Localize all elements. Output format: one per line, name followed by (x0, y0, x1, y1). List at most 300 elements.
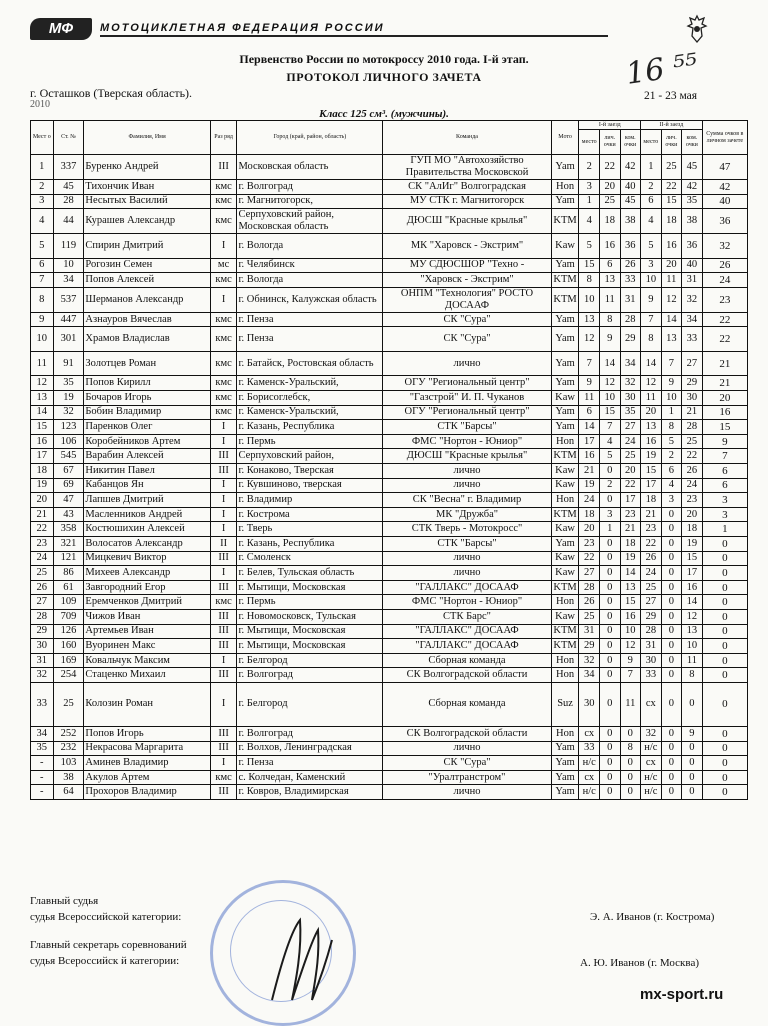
row-r2-team: 19 (682, 537, 703, 552)
row-name: Попов Кирилл (84, 376, 210, 391)
row-r1-team: 21 (620, 522, 641, 537)
row-r1-points: 0 (599, 595, 620, 610)
row-r1-place: н/с (579, 785, 600, 800)
row-r2-place: 25 (641, 580, 662, 595)
row-moto: Kaw (551, 566, 579, 581)
row-r2-team: 29 (682, 376, 703, 391)
row-rank: кмс (210, 327, 237, 352)
row-r2-place: 12 (641, 376, 662, 391)
row-name: Акулов Артем (84, 770, 210, 785)
row-r1-team: 17 (620, 493, 641, 508)
row-moto: KTM (551, 273, 579, 288)
row-place: - (31, 770, 54, 785)
row-rank: кмс (210, 180, 237, 195)
row-city: г. Пермь (237, 595, 383, 610)
row-r2-points: 7 (661, 351, 682, 376)
row-r1-points: 0 (599, 770, 620, 785)
row-r2-team: 24 (682, 478, 703, 493)
row-r2-team: 0 (682, 785, 703, 800)
row-team: лично (383, 785, 551, 800)
row-r1-place: 11 (579, 391, 600, 406)
row-place: 33 (31, 682, 54, 726)
row-r2-place: 14 (641, 351, 662, 376)
row-r2-team: 0 (682, 741, 703, 756)
row-number: 337 (53, 155, 84, 180)
row-r2-team: 16 (682, 580, 703, 595)
row-number: 106 (53, 434, 84, 449)
row-team: ОНПМ "Технология" РОСТО ДОСААФ (383, 287, 551, 312)
row-moto: KTM (551, 507, 579, 522)
row-r2-team: 27 (682, 351, 703, 376)
federation-name: МОТОЦИКЛЕТНАЯ ФЕДЕРАЦИЯ РОССИИ (100, 22, 385, 34)
row-total: 22 (702, 327, 747, 352)
table-row (31, 287, 748, 312)
row-rank: III (210, 464, 237, 479)
row-r2-team: 38 (682, 209, 703, 234)
table-row (31, 580, 748, 595)
row-rank: кмс (210, 273, 237, 288)
row-city: г. Кострома (237, 507, 383, 522)
row-rank: кмс (210, 376, 237, 391)
row-r1-team: 15 (620, 595, 641, 610)
row-name: Ковальчук Максим (84, 653, 210, 668)
row-r1-points: 0 (599, 464, 620, 479)
row-r1-place: 3 (579, 180, 600, 195)
row-team: ОГУ "Региональный центр" (383, 405, 551, 420)
row-total: 0 (702, 756, 747, 771)
row-r1-team: 35 (620, 405, 641, 420)
row-number: 64 (53, 785, 84, 800)
row-r2-points: 0 (661, 537, 682, 552)
row-r2-team: 31 (682, 273, 703, 288)
row-total: 0 (702, 785, 747, 800)
row-name: Паренков Олег (84, 420, 210, 435)
col-r1-place: место (579, 130, 600, 155)
row-team: СК "Сура" (383, 327, 551, 352)
row-name: Рогозин Семен (84, 258, 210, 273)
table-row (31, 209, 748, 234)
row-name: Чижов Иван (84, 609, 210, 624)
row-rank: I (210, 478, 237, 493)
row-place: 32 (31, 668, 54, 683)
row-team: "Газстрой" И. П. Чуканов (383, 391, 551, 406)
col-city: Город (край, район, область) (237, 121, 383, 155)
row-place: 4 (31, 209, 54, 234)
row-r1-place: 14 (579, 420, 600, 435)
row-name: Азнауров Вячеслав (84, 312, 210, 327)
row-r2-place: 7 (641, 312, 662, 327)
row-city: г. Волгоград (237, 726, 383, 741)
row-r2-team: 14 (682, 595, 703, 610)
row-name: Завгородний Егор (84, 580, 210, 595)
row-r1-points: 6 (599, 258, 620, 273)
row-r2-points: 10 (661, 391, 682, 406)
row-total: 0 (702, 741, 747, 756)
row-r1-team: 22 (620, 478, 641, 493)
row-place: 26 (31, 580, 54, 595)
row-city: г. Казань, Республика (237, 420, 383, 435)
row-rank: I (210, 682, 237, 726)
row-number: 232 (53, 741, 84, 756)
row-r2-team: 35 (682, 194, 703, 209)
row-r2-points: 25 (661, 155, 682, 180)
row-city: г. Конаково, Тверская (237, 464, 383, 479)
row-team: СТК Барс" (383, 609, 551, 624)
col-name: Фамилия, Имя (84, 121, 210, 155)
row-city: Московская область (237, 155, 383, 180)
row-r1-points: 25 (599, 194, 620, 209)
table-row (31, 351, 748, 376)
row-rank: I (210, 434, 237, 449)
row-r1-team: 18 (620, 537, 641, 552)
row-team: "ГАЛЛАКС" ДОСААФ (383, 639, 551, 654)
table-row (31, 312, 748, 327)
row-team: ДЮСШ "Красные крылья" (383, 449, 551, 464)
row-r2-points: 13 (661, 327, 682, 352)
row-moto: Kaw (551, 234, 579, 259)
row-r1-team: 20 (620, 464, 641, 479)
row-moto: Yam (551, 785, 579, 800)
row-r1-points: 14 (599, 351, 620, 376)
table-row (31, 785, 748, 800)
row-r2-team: 10 (682, 639, 703, 654)
protocol-title: ПРОТОКОЛ ЛИЧНОГО ЗАЧЕТА (286, 70, 482, 84)
row-number: 160 (53, 639, 84, 654)
row-rank: мс (210, 258, 237, 273)
row-r2-place: 11 (641, 391, 662, 406)
row-r1-team: 8 (620, 741, 641, 756)
row-number: 38 (53, 770, 84, 785)
row-r2-team: 22 (682, 449, 703, 464)
row-r1-points: 0 (599, 756, 620, 771)
row-city: г. Пенза (237, 327, 383, 352)
row-moto: Kaw (551, 551, 579, 566)
row-r1-place: 8 (579, 273, 600, 288)
row-rank: III (210, 668, 237, 683)
row-r1-team: 11 (620, 682, 641, 726)
row-r1-points: 0 (599, 624, 620, 639)
row-rank: I (210, 507, 237, 522)
row-place: - (31, 785, 54, 800)
col-race1: I-й заезд (579, 121, 641, 130)
row-r2-place: 1 (641, 155, 662, 180)
row-rank: кмс (210, 391, 237, 406)
row-team: лично (383, 551, 551, 566)
row-city: г. Пермь (237, 434, 383, 449)
row-r1-place: 22 (579, 551, 600, 566)
row-number: 43 (53, 507, 84, 522)
row-team: "Харовск - Экстрим" (383, 273, 551, 288)
row-city: г. Ковров, Владимирская (237, 785, 383, 800)
row-name: Бобин Владимир (84, 405, 210, 420)
row-r1-team: 0 (620, 785, 641, 800)
row-r1-place: 32 (579, 653, 600, 668)
row-r2-team: 17 (682, 566, 703, 581)
chief-judge-name: Э. А. Иванов (г. Кострома) (590, 911, 715, 923)
row-name: Буренко Андрей (84, 155, 210, 180)
row-total: 0 (702, 770, 747, 785)
row-place: 23 (31, 537, 54, 552)
row-r2-points: 1 (661, 405, 682, 420)
row-number: 103 (53, 756, 84, 771)
row-name: Спирин Дмитрий (84, 234, 210, 259)
row-r2-points: 0 (661, 551, 682, 566)
row-r2-place: 30 (641, 653, 662, 668)
row-r1-team: 38 (620, 209, 641, 234)
row-r2-place: н/с (641, 785, 662, 800)
row-r1-place: 27 (579, 566, 600, 581)
row-r2-place: 32 (641, 726, 662, 741)
row-r1-points: 15 (599, 405, 620, 420)
row-city: г. Белгород (237, 682, 383, 726)
row-name: Волосатов Александр (84, 537, 210, 552)
row-moto: Hon (551, 595, 579, 610)
row-city: г. Мытищи, Московская (237, 624, 383, 639)
row-r1-team: 12 (620, 639, 641, 654)
row-r1-points: 9 (599, 327, 620, 352)
row-r2-points: 6 (661, 464, 682, 479)
row-r1-place: н/с (579, 756, 600, 771)
row-r2-team: 26 (682, 464, 703, 479)
row-team: МК "Харовск - Экстрим" (383, 234, 551, 259)
row-r1-place: 24 (579, 493, 600, 508)
table-row (31, 595, 748, 610)
row-rank: I (210, 653, 237, 668)
row-team: лично (383, 464, 551, 479)
row-place: 8 (31, 287, 54, 312)
row-total: 0 (702, 580, 747, 595)
row-r1-points: 0 (599, 653, 620, 668)
row-r2-points: 0 (661, 507, 682, 522)
col-r2-team: ком. очки (682, 130, 703, 155)
row-r2-team: 40 (682, 258, 703, 273)
row-r2-points: 3 (661, 493, 682, 508)
row-number: 121 (53, 551, 84, 566)
row-r2-team: 45 (682, 155, 703, 180)
row-moto: Yam (551, 405, 579, 420)
row-r1-team: 26 (620, 258, 641, 273)
table-row (31, 653, 748, 668)
row-r2-team: 32 (682, 287, 703, 312)
row-number: 321 (53, 537, 84, 552)
row-number: 119 (53, 234, 84, 259)
row-number: 126 (53, 624, 84, 639)
row-team: СК Волгоградской области (383, 668, 551, 683)
row-r1-points: 22 (599, 155, 620, 180)
row-r2-place: 17 (641, 478, 662, 493)
row-r2-place: н/с (641, 770, 662, 785)
row-team: лично (383, 741, 551, 756)
row-number: 10 (53, 258, 84, 273)
row-total: 26 (702, 258, 747, 273)
row-r1-place: 16 (579, 449, 600, 464)
row-r2-points: 0 (661, 785, 682, 800)
table-row (31, 682, 748, 726)
row-r1-place: 25 (579, 609, 600, 624)
row-r2-points: 16 (661, 234, 682, 259)
row-r1-team: 19 (620, 551, 641, 566)
row-moto: Yam (551, 741, 579, 756)
row-r1-points: 20 (599, 180, 620, 195)
table-row (31, 405, 748, 420)
row-r1-team: 0 (620, 770, 641, 785)
row-r1-team: 40 (620, 180, 641, 195)
col-place: Мест о (31, 121, 54, 155)
row-r2-team: 0 (682, 770, 703, 785)
row-r2-points: 4 (661, 478, 682, 493)
row-total: 0 (702, 639, 747, 654)
row-moto: KTM (551, 209, 579, 234)
row-team: ОГУ "Региональный центр" (383, 376, 551, 391)
row-r1-team: 10 (620, 624, 641, 639)
col-number: Ст. № (53, 121, 84, 155)
row-team: СК "Сура" (383, 756, 551, 771)
row-city: г. Волхов, Ленинградская (237, 741, 383, 756)
table-row (31, 551, 748, 566)
row-r2-points: 0 (661, 653, 682, 668)
row-name: Михеев Александр (84, 566, 210, 581)
row-moto: KTM (551, 287, 579, 312)
row-r1-place: 2 (579, 155, 600, 180)
row-total: 7 (702, 449, 747, 464)
row-place: 9 (31, 312, 54, 327)
row-name: Стаценко Михаил (84, 668, 210, 683)
row-city: г. Пенза (237, 312, 383, 327)
row-total: 21 (702, 376, 747, 391)
row-moto: Kaw (551, 522, 579, 537)
row-total: 21 (702, 351, 747, 376)
row-team: ДЮСШ "Красные крылья" (383, 209, 551, 234)
row-r1-place: 15 (579, 258, 600, 273)
row-total: 6 (702, 464, 747, 479)
row-city: г. Магнитогорск, (237, 194, 383, 209)
site-watermark: mx-sport.ru (640, 986, 724, 1003)
document-title: Первенство России по мотокроссу 2010 года. I-й этап. (239, 52, 529, 66)
row-rank: III (210, 551, 237, 566)
row-moto: Kaw (551, 609, 579, 624)
row-r2-place: 20 (641, 405, 662, 420)
row-city: г. Белев, Тульская область (237, 566, 383, 581)
col-race2: II-й заезд (641, 121, 703, 130)
row-moto: Yam (551, 351, 579, 376)
row-r2-place: 6 (641, 194, 662, 209)
row-rank: кмс (210, 312, 237, 327)
row-r2-place: 21 (641, 507, 662, 522)
row-place: 22 (31, 522, 54, 537)
table-row (31, 756, 748, 771)
row-team: МУ СТК г. Магнитогорск (383, 194, 551, 209)
row-team: ФМС "Нортон - Юниор" (383, 434, 551, 449)
row-moto: Kaw (551, 478, 579, 493)
row-name: Попов Алексей (84, 273, 210, 288)
row-place: 29 (31, 624, 54, 639)
row-team: Сборная команда (383, 653, 551, 668)
row-total: 32 (702, 234, 747, 259)
row-r1-points: 3 (599, 507, 620, 522)
row-r2-points: 0 (661, 726, 682, 741)
table-row (31, 478, 748, 493)
row-r1-team: 24 (620, 434, 641, 449)
row-rank: III (210, 726, 237, 741)
row-team: лично (383, 478, 551, 493)
row-number: 32 (53, 405, 84, 420)
row-r2-team: 11 (682, 653, 703, 668)
row-total: 24 (702, 273, 747, 288)
row-city: г. Каменск-Уральский, (237, 376, 383, 391)
row-place: 2 (31, 180, 54, 195)
table-row (31, 155, 748, 180)
row-name: Мицкевич Виктор (84, 551, 210, 566)
row-team: СК "Сура" (383, 312, 551, 327)
row-number: 25 (53, 682, 84, 726)
row-total: 47 (702, 155, 747, 180)
table-row (31, 507, 748, 522)
row-r1-place: 19 (579, 478, 600, 493)
row-moto: KTM (551, 639, 579, 654)
row-r2-points: 0 (661, 770, 682, 785)
row-place: 6 (31, 258, 54, 273)
row-total: 36 (702, 209, 747, 234)
row-place: 10 (31, 327, 54, 352)
row-r2-points: 0 (661, 595, 682, 610)
table-row (31, 537, 748, 552)
row-r2-place: 33 (641, 668, 662, 683)
row-r2-team: 42 (682, 180, 703, 195)
row-r1-points: 0 (599, 639, 620, 654)
row-rank: кмс (210, 405, 237, 420)
row-moto: Yam (551, 258, 579, 273)
row-r1-team: 23 (620, 507, 641, 522)
col-r1-team: ком. очки (620, 130, 641, 155)
row-r1-team: 42 (620, 155, 641, 180)
table-row (31, 180, 748, 195)
row-number: 47 (53, 493, 84, 508)
row-number: 34 (53, 273, 84, 288)
row-r1-place: 4 (579, 209, 600, 234)
row-rank: кмс (210, 351, 237, 376)
row-name: Никитин Павел (84, 464, 210, 479)
row-city: г. Каменск-Уральский, (237, 405, 383, 420)
row-r2-points: 0 (661, 580, 682, 595)
row-r1-place: 21 (579, 464, 600, 479)
row-rank: III (210, 785, 237, 800)
federation-header (30, 18, 610, 40)
row-place: 16 (31, 434, 54, 449)
row-name: Еремченков Дмитрий (84, 595, 210, 610)
row-moto: Yam (551, 327, 579, 352)
row-r2-team: 20 (682, 507, 703, 522)
row-number: 169 (53, 653, 84, 668)
row-r1-points: 0 (599, 580, 620, 595)
table-row (31, 609, 748, 624)
row-place: 34 (31, 726, 54, 741)
row-place: 7 (31, 273, 54, 288)
row-rank: III (210, 624, 237, 639)
row-r1-place: 26 (579, 595, 600, 610)
row-r1-points: 0 (599, 551, 620, 566)
row-r2-team: 21 (682, 405, 703, 420)
table-header-row (31, 121, 748, 130)
row-r2-team: 12 (682, 609, 703, 624)
col-team: Команда (383, 121, 551, 155)
row-r1-points: 11 (599, 287, 620, 312)
row-name: Некрасова Маргарита (84, 741, 210, 756)
row-r2-points: 12 (661, 287, 682, 312)
row-name: Лапшев Дмитрий (84, 493, 210, 508)
row-moto: Hon (551, 434, 579, 449)
row-r1-place: 13 (579, 312, 600, 327)
row-r1-place: 12 (579, 327, 600, 352)
